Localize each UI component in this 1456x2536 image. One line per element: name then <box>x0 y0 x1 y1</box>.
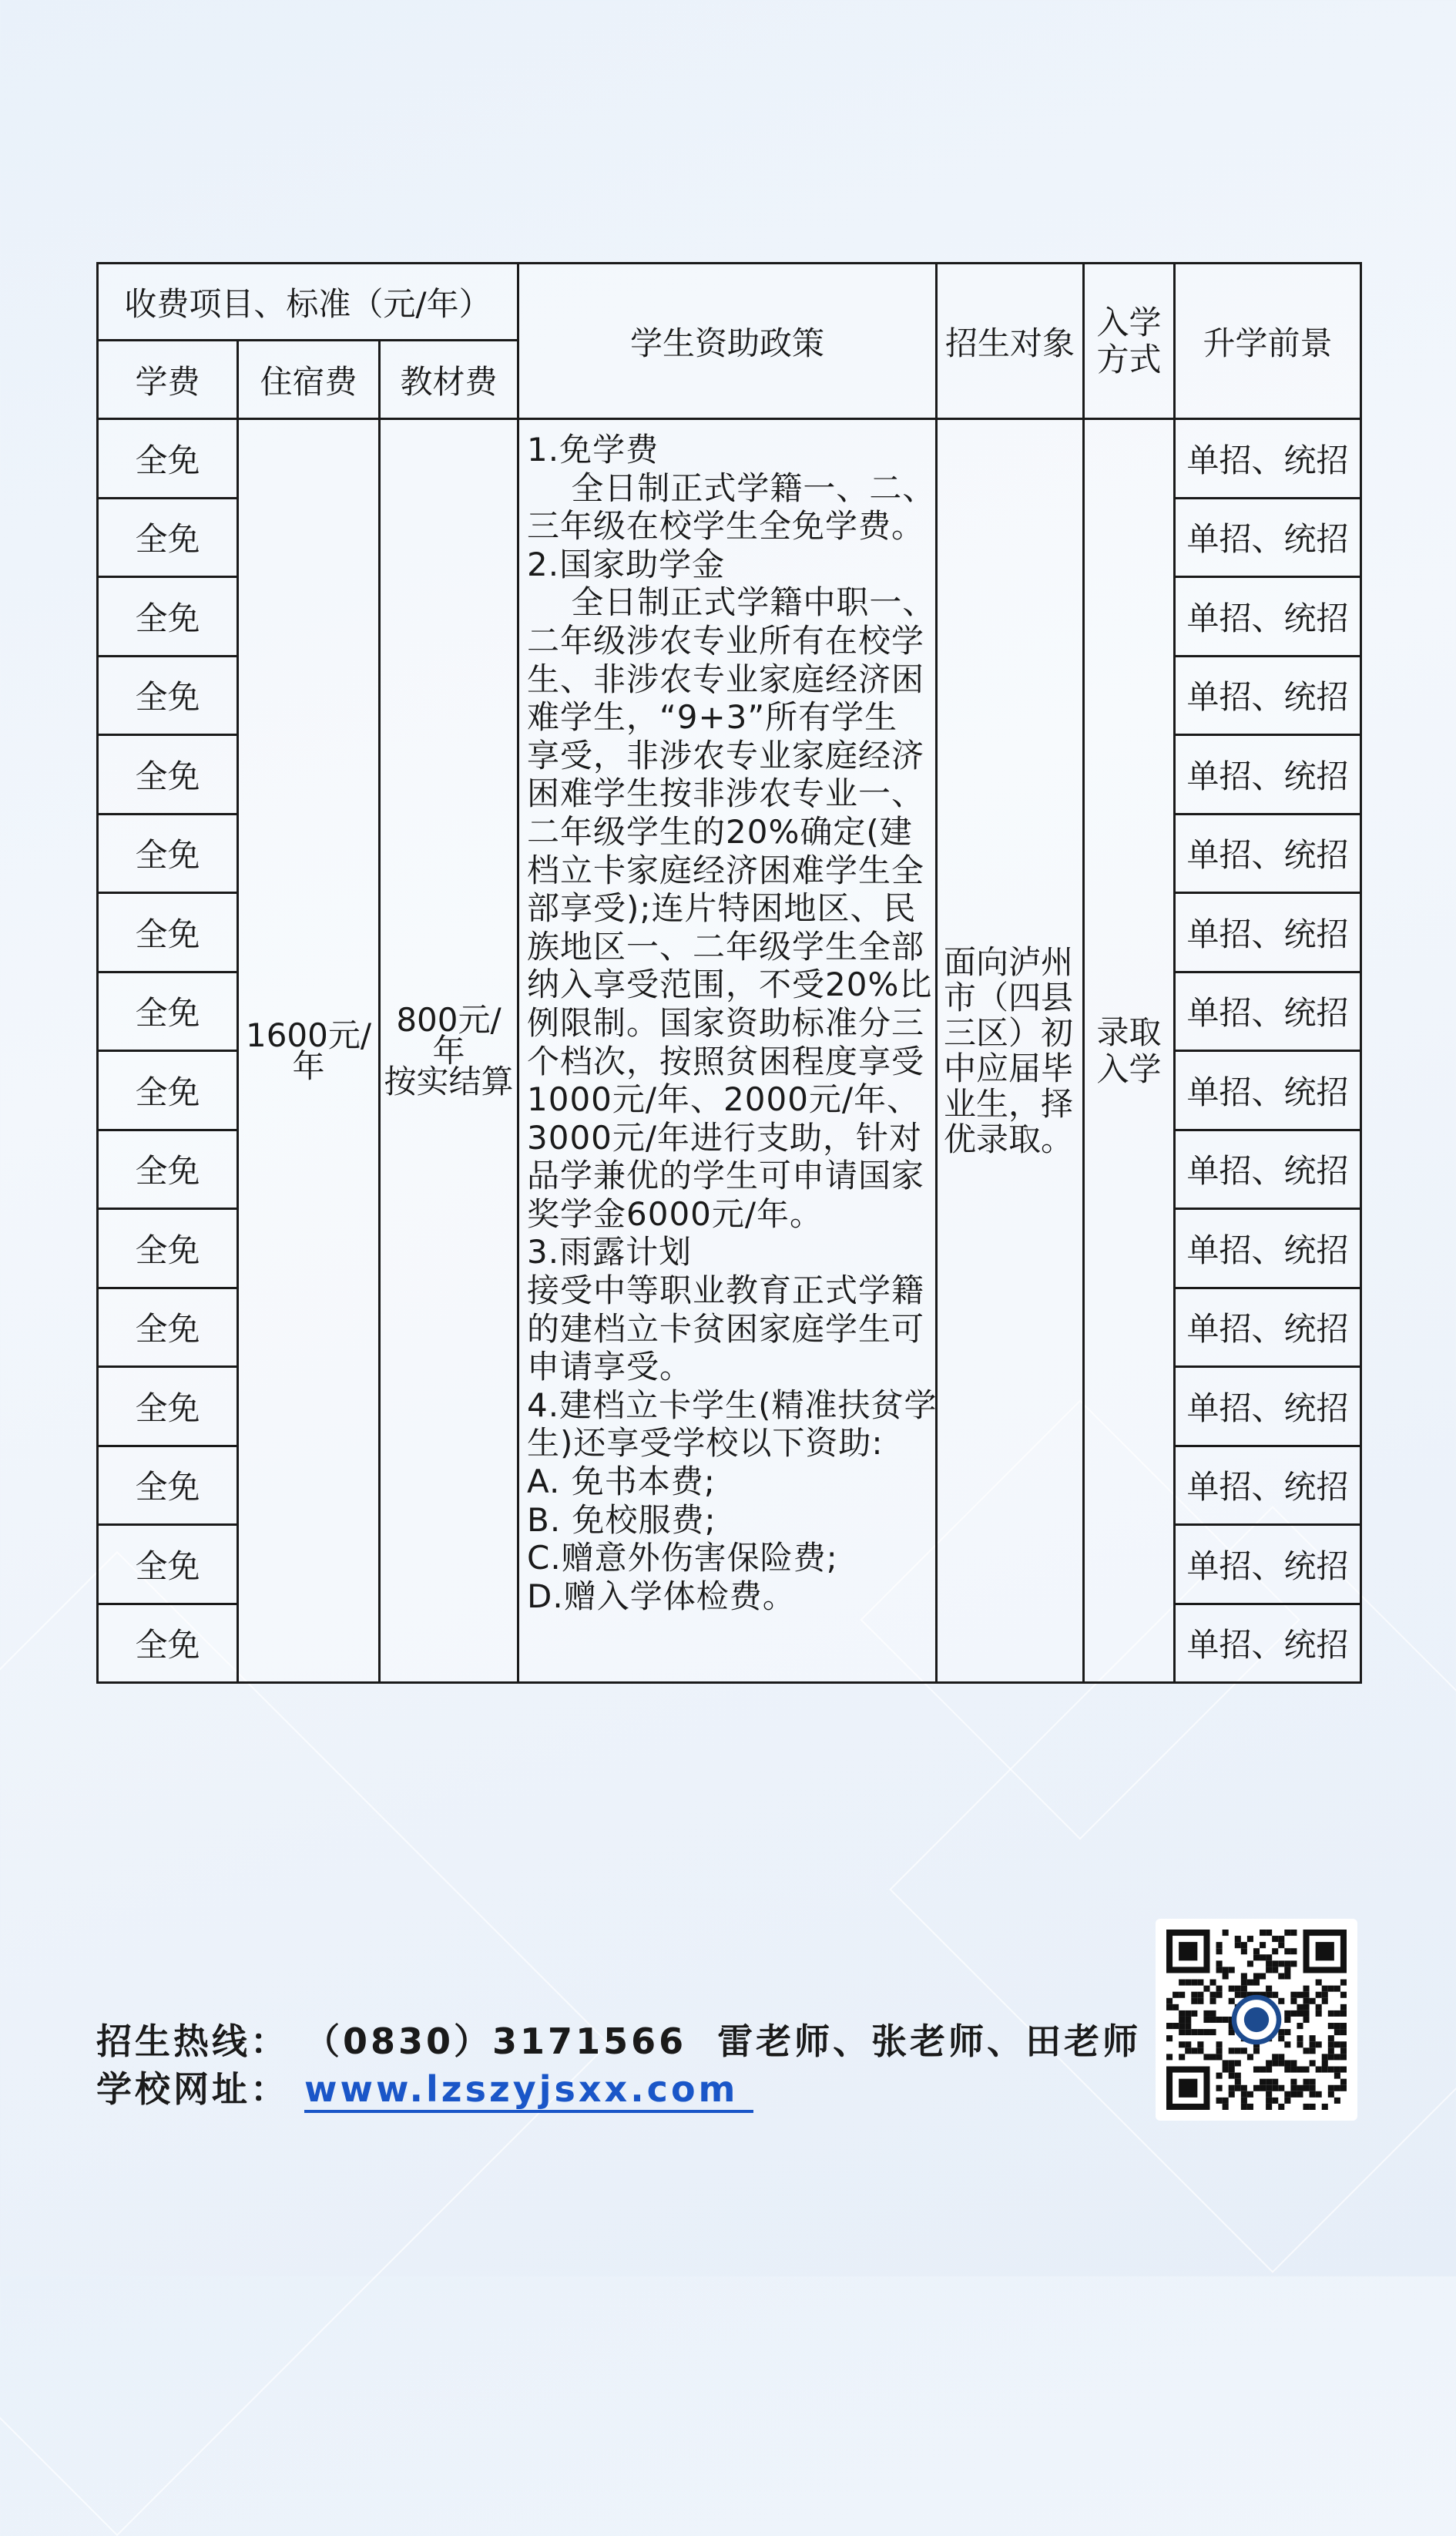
policy-line: 部享受);连片特困地区、民 <box>527 889 917 928</box>
policy-line: 生、非涉农专业家庭经济困 <box>527 660 925 698</box>
policy-line: A. 免书本费; <box>527 1463 716 1501</box>
tuition-cell: 全免 <box>98 656 238 735</box>
textbook-header: 教材费 <box>380 341 518 419</box>
policy-line: 申请享受。 <box>527 1348 693 1386</box>
policy-line: 档立卡家庭经济困难学生全 <box>527 851 925 889</box>
policy-line: D.赠入学体检费。 <box>527 1577 796 1615</box>
policy-line: 个档次，按照贫困程度享受 <box>527 1042 925 1080</box>
prospect-cell: 单招、统招 <box>1175 1209 1361 1288</box>
tuition-cell: 全免 <box>98 498 238 577</box>
hotline-label: 招生热线： <box>96 2020 289 2062</box>
lodging-header: 住宿费 <box>238 341 380 419</box>
hotline-value: （0830）3171566 雷老师、张老师、田老师 <box>304 2020 1142 2062</box>
textbook-fee-note: 按实结算 <box>384 1062 514 1100</box>
prospect-header: 升学前景 <box>1175 264 1361 419</box>
prospect-cell: 单招、统招 <box>1175 735 1361 815</box>
tuition-cell: 全免 <box>98 577 238 657</box>
policy-line: 3.雨露计划 <box>527 1233 693 1271</box>
policy-line: 二年级学生的20%确定(建 <box>527 812 913 851</box>
target-line: 三区）初 <box>944 1013 1074 1052</box>
admission-method-line: 入学 <box>1096 1050 1162 1088</box>
policy-line: 品学兼优的学生可申请国家 <box>527 1157 925 1195</box>
target-cell <box>937 419 1084 1683</box>
prospect-cell: 单招、统招 <box>1175 893 1361 972</box>
policy-line: 困难学生按非涉农专业一、 <box>527 774 925 813</box>
policy-line: 3000元/年进行支助，针对 <box>527 1118 923 1157</box>
prospect-cell: 单招、统招 <box>1175 814 1361 893</box>
admission-method-header <box>1084 264 1175 419</box>
tuition-cell: 全免 <box>98 1446 238 1525</box>
policy-line: 例限制。国家资助标准分三 <box>527 1003 925 1042</box>
tuition-cell: 全免 <box>98 1209 238 1288</box>
qr-code-icon <box>1166 1930 1347 2110</box>
prospect-cell: 单招、统招 <box>1175 419 1361 499</box>
tuition-cell: 全免 <box>98 735 238 815</box>
hotline-line <box>96 2017 1141 2065</box>
tuition-cell: 全免 <box>98 1288 238 1367</box>
prospect-cell: 单招、统招 <box>1175 498 1361 577</box>
textbook-fee-amount: 800元/年 <box>396 1000 502 1070</box>
website-label: 学校网址： <box>96 2068 289 2110</box>
policy-line: 接受中等职业教育正式学籍 <box>527 1271 925 1310</box>
website-line <box>96 2065 1141 2113</box>
qr-code <box>1156 1919 1357 2121</box>
textbook-fee-cell <box>380 419 518 1683</box>
fee-group-header: 收费项目、标准（元/年） <box>98 264 518 341</box>
tuition-cell: 全免 <box>98 893 238 972</box>
policy-line: 的建档立卡贫困家庭学生可 <box>527 1309 925 1348</box>
admission-method-cell <box>1084 419 1175 1683</box>
tuition-cell: 全免 <box>98 972 238 1051</box>
target-header: 招生对象 <box>937 264 1084 419</box>
policy-line: 二年级涉农专业所有在校学 <box>527 621 925 660</box>
policy-header: 学生资助政策 <box>518 264 937 419</box>
policy-line: 1.免学费 <box>527 431 659 469</box>
prospect-cell: 单招、统招 <box>1175 972 1361 1051</box>
prospect-cell: 单招、统招 <box>1175 1525 1361 1604</box>
target-line: 面向泸州 <box>944 942 1074 981</box>
policy-line: 难学生，“9+3”所有学生 <box>527 698 898 737</box>
tuition-cell: 全免 <box>98 1367 238 1446</box>
lodging-fee-cell: 1600元/年 <box>238 419 380 1683</box>
policy-line: 奖学金6000元/年。 <box>527 1194 824 1233</box>
policy-line: 1000元/年、2000元/年、 <box>527 1080 921 1119</box>
prospect-cell: 单招、统招 <box>1175 656 1361 735</box>
tuition-cell: 全免 <box>98 1051 238 1130</box>
target-line: 市（四县 <box>944 978 1074 1016</box>
policy-line: 2.国家助学金 <box>527 545 726 583</box>
tuition-cell: 全免 <box>98 814 238 893</box>
fee-table <box>96 262 1362 1684</box>
policy-line: 全日制正式学籍一、二、 <box>527 469 936 507</box>
tuition-cell: 全免 <box>98 1525 238 1604</box>
prospect-cell: 单招、统招 <box>1175 1446 1361 1525</box>
prospect-cell: 单招、统招 <box>1175 1130 1361 1209</box>
prospect-cell: 单招、统招 <box>1175 1288 1361 1367</box>
admission-method-header-text: 入学方式 <box>1096 303 1162 378</box>
admission-method-line: 录取 <box>1096 1013 1162 1051</box>
policy-line: 生)还享受学校以下资助: <box>527 1424 884 1463</box>
prospect-cell: 单招、统招 <box>1175 1051 1361 1130</box>
policy-line: 4.建档立卡学生(精准扶贫学 <box>527 1386 938 1424</box>
tuition-cell: 全免 <box>98 419 238 499</box>
policy-line: 族地区一、二年级学生全部 <box>527 927 925 966</box>
target-line: 中应届毕 <box>944 1049 1074 1087</box>
tuition-header: 学费 <box>98 341 238 419</box>
prospect-cell: 单招、统招 <box>1175 1604 1361 1683</box>
policy-cell <box>518 419 937 1683</box>
tuition-cell: 全免 <box>98 1604 238 1683</box>
policy-line: C.赠意外伤害保险费; <box>527 1539 838 1577</box>
target-line: 业生，择 <box>944 1084 1074 1123</box>
prospect-cell: 单招、统招 <box>1175 577 1361 657</box>
website-link[interactable]: www.lzszyjsxx.com <box>304 2068 753 2113</box>
policy-line: 三年级在校学生全免学费。 <box>527 507 925 546</box>
policy-line: 全日制正式学籍中职一、 <box>527 583 936 622</box>
tuition-cell: 全免 <box>98 1130 238 1209</box>
prospect-cell: 单招、统招 <box>1175 1367 1361 1446</box>
policy-line: 纳入享受范围，不受20%比 <box>527 966 933 1004</box>
target-line: 优录取。 <box>944 1120 1074 1158</box>
policy-line: 享受，非涉农专业家庭经济 <box>527 736 925 774</box>
table-row <box>98 419 1361 499</box>
contact-footer <box>96 2017 1141 2113</box>
policy-line: B. 免校服费; <box>527 1500 716 1539</box>
